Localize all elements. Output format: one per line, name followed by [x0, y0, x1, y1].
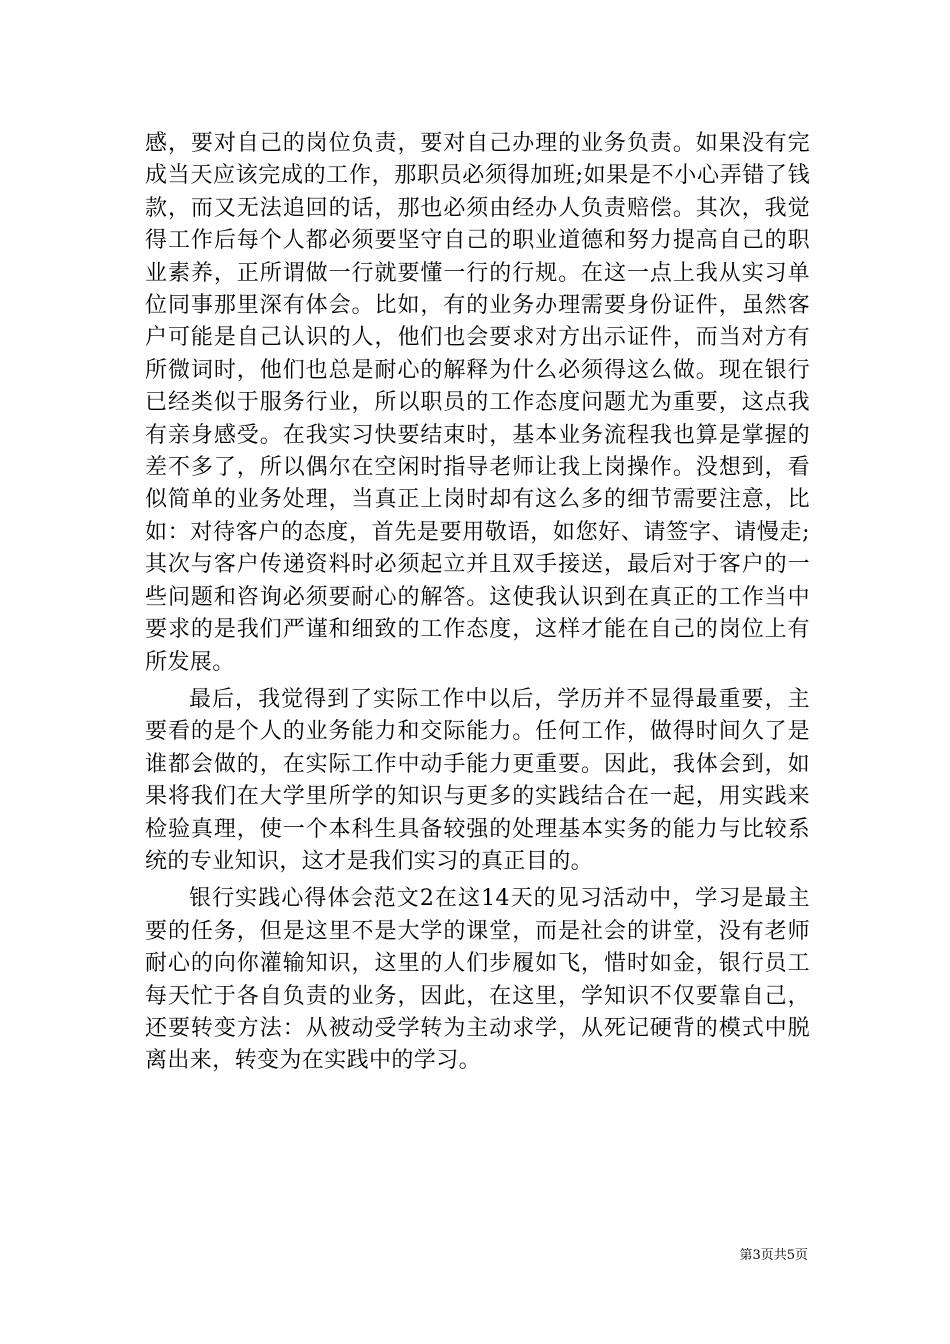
- paragraph-2: 最后，我觉得到了实际工作中以后，学历并不显得最重要，主要看的是个人的业务能力和交际能力。任何工作，做得时间久了是谁都会做的，在实际工作中动手能力更重要。因此，我体会到，如果将我们在大学里所学的知识与更多的实践结合在一起，用实践来检验真理，使一个本科生具备较强的处理基本实务的能力与比较系统的专业知识，这才是我们实习的真正目的。: [145, 686, 810, 874]
- body-text: [145, 128, 810, 1083]
- paragraph-3: 银行实践心得体会范文2在这14天的见习活动中，学习是最主要的任务，但是这里不是大学的课堂，而是社会的讲堂，没有老师耐心的向你灌输知识，这里的人们步履如飞，惜时如金，银行员工每天忙于各自负责的业务，因此，在这里，学知识不仅要靠自己，还要转变方法：从被动受学转为主动求学，从死记硬背的模式中脱离出来，转变为在实践中的学习。: [145, 886, 810, 1074]
- page-number-footer: 第3页共5页: [739, 1248, 808, 1263]
- paragraph-1: 感，要对自己的岗位负责，要对自己办理的业务负责。如果没有完成当天应该完成的工作，那职员必须得加班;如果是不小心弄错了钱款，而又无法追回的话，那也必须由经办人负责赔偿。其次，我觉得工作后每个人都必须要坚守自己的职业道德和努力提高自己的职业素养，正所谓做一行就要懂一行的行规。在这一点上我从实习单位同事那里深有体会。比如，有的业务办理需要身份证件，虽然客户可能是自己认识的人，他们也会要求对方出示证件，而当对方有所微词时，他们也总是耐心的解释为什么必须得这么做。现在银行已经类似于服务行业，所以职员的工作态度问题尤为重要，这点我有亲身感受。在我实习快要结束时，基本业务流程我也算是掌握的差不多了，所以偶尔在空闲时指导老师让我上岗操作。没想到，看似简单的业务处理，当真正上岗时却有这么多的细节需要注意，比如：对待客户的态度，首先是要用敬语，如您好、请签字、请慢走;其次与客户传递资料时必须起立并且双手接送，最后对于客户的一些问题和咨询必须要耐心的解答。这使我认识到在真正的工作当中要求的是我们严谨和细致的工作态度，这样才能在自己的岗位上有所发展。: [145, 131, 810, 675]
